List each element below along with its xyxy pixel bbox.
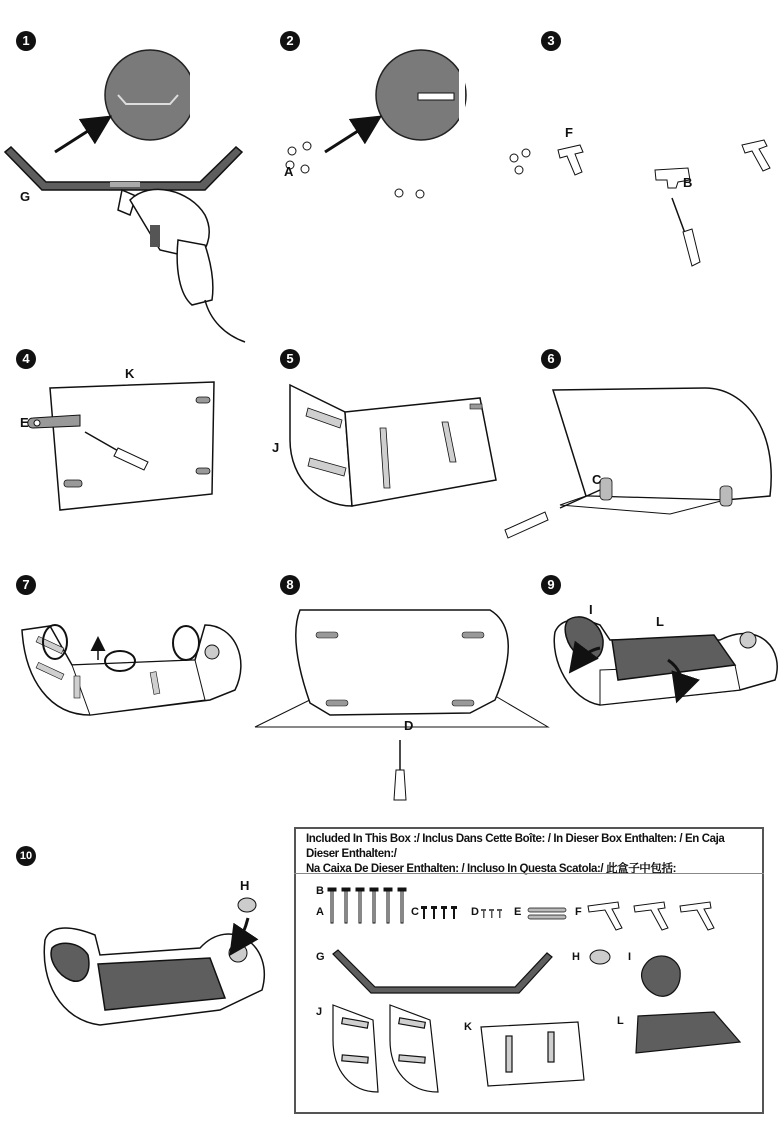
drill-icon [118,189,245,342]
screw-icons [286,142,424,198]
step7-illustration [22,625,241,715]
step1-illustration [5,50,245,342]
step9-illustration [554,617,777,705]
parts-box-title-line1: Included In This Box :/ Inclus Dans Cette Boîte: / In Dieser Box Enthalten: / En Caja Dieser Enthalten:/ [306,833,725,860]
screwdriver-icon [672,198,700,266]
step4-illustration [28,382,214,510]
label-g: G [20,189,31,204]
part-label-a: A [316,906,324,918]
label-k: K [125,366,135,381]
panel-j [290,385,352,506]
step-number-1: 1 [16,31,36,51]
step-number-10: 10 [16,846,36,866]
step6-illustration [505,388,771,538]
step3-illustration [510,140,770,266]
part-label-f: F [575,906,582,918]
step8-illustration [255,610,548,800]
step2-illustration [286,50,466,198]
step10-illustration [44,898,264,1025]
label-j: J [272,440,280,455]
step-number-5: 5 [280,349,300,369]
label-l: L [656,614,664,629]
part-label-b: B [316,885,324,897]
part-label-h: H [572,951,580,963]
part-label-d: D [471,906,479,918]
part-label-c: C [411,906,419,918]
bracket-f [558,145,583,175]
step-number-4: 4 [16,349,36,369]
step5-illustration [290,385,496,506]
step-number-6: 6 [541,349,561,369]
part-label-k: K [464,1021,472,1033]
step-number-2: 2 [280,31,300,51]
label-a: A [284,164,294,179]
label-h: H [240,878,250,893]
label-i: I [589,602,593,617]
parts-box-title-line2: Na Caixa De Dieser Enthalten: / Incluso In Questa Scatola:/ 此盒子中包括: [306,863,677,875]
label-e: E [20,415,29,430]
part-label-g: G [316,951,325,963]
label-f: F [565,125,573,140]
part-label-l: L [617,1015,624,1027]
label-d: D [404,718,414,733]
step-number-9: 9 [541,575,561,595]
label-b: B [683,175,693,190]
part-label-e: E [514,906,522,918]
step-number-8: 8 [280,575,300,595]
parts-box-title [306,832,756,877]
panel-k [50,382,214,510]
step-number-7: 7 [16,575,36,595]
step-number-3: 3 [541,31,561,51]
parts-box-divider [294,873,764,874]
part-label-j: J [316,1006,323,1018]
label-c: C [592,472,602,487]
part-label-i: I [628,951,632,963]
